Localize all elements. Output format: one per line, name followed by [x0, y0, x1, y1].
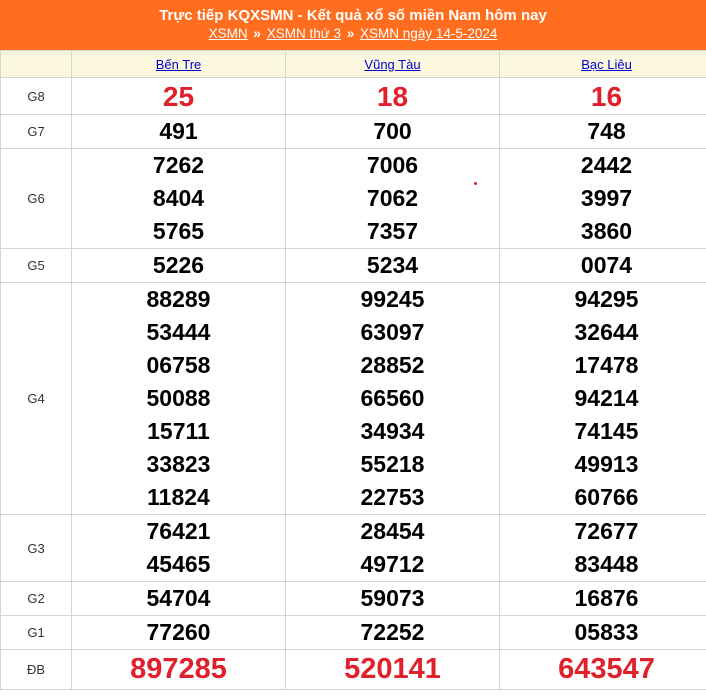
prize-cell: [286, 115, 500, 149]
prize-number: 72677: [574, 518, 639, 544]
prize-cell: [286, 582, 500, 616]
prize-cell: [500, 283, 706, 515]
prize-number: 28852: [360, 352, 425, 378]
corner-cell: [1, 51, 72, 78]
page-header: [0, 0, 706, 50]
prize-number: 7357: [366, 218, 419, 244]
prize-label: G7: [1, 115, 72, 149]
prize-cell: [500, 515, 706, 582]
prize-row: [1, 650, 706, 690]
prize-row: [1, 149, 706, 249]
prize-number: 72252: [360, 619, 425, 645]
prize-number: 77260: [146, 619, 211, 645]
prize-number: 76421: [146, 518, 211, 544]
prize-cell: [286, 650, 500, 690]
breadcrumb-xsmn-date[interactable]: XSMN ngày 14-5-2024: [360, 26, 498, 41]
prize-cell: [286, 78, 500, 115]
breadcrumb-separator: »: [346, 26, 355, 41]
prize-number: 16: [590, 80, 623, 112]
prize-number: 17478: [574, 352, 639, 378]
prize-cell: [72, 582, 286, 616]
prize-number: 3997: [580, 185, 633, 211]
prize-cell: [500, 616, 706, 650]
prize-label: ĐB: [1, 650, 72, 690]
prize-cell: [500, 249, 706, 283]
red-dot-mark: [474, 182, 477, 185]
prize-number: 3860: [580, 218, 633, 244]
prize-number: 34934: [360, 418, 425, 444]
prize-label: G6: [1, 149, 72, 249]
prize-number: 88289: [146, 286, 211, 312]
prize-label: G3: [1, 515, 72, 582]
prize-number: 28454: [360, 518, 425, 544]
prize-number: 99245: [360, 286, 425, 312]
prize-cell: [72, 249, 286, 283]
prize-number: 5765: [152, 218, 205, 244]
prize-number: 32644: [574, 319, 639, 345]
prize-cell: [286, 283, 500, 515]
prize-number: 74145: [574, 418, 639, 444]
prize-number: 897285: [130, 653, 227, 685]
prize-number: 25: [162, 80, 195, 112]
prize-cell: [500, 78, 706, 115]
page-title: Trực tiếp KQXSMN - Kết quả xổ số miền Nam hôm nay: [159, 7, 547, 24]
prize-number: 491: [159, 118, 198, 144]
prize-label: G8: [1, 78, 72, 115]
province-header: [72, 51, 286, 78]
prize-row: [1, 283, 706, 515]
prize-number: 54704: [146, 585, 211, 611]
prize-label: G4: [1, 283, 72, 515]
prize-cell: [72, 115, 286, 149]
prize-row: [1, 616, 706, 650]
prize-number: 94295: [574, 286, 639, 312]
province-header-row: [1, 51, 706, 78]
prize-number: 66560: [360, 385, 425, 411]
prize-number: 2442: [580, 152, 633, 178]
prize-number: 5226: [152, 252, 205, 278]
province-link-bac-lieu[interactable]: Bạc Liêu: [581, 56, 632, 72]
prize-cell: [286, 616, 500, 650]
prize-cell: [72, 78, 286, 115]
prize-number: 60766: [574, 484, 639, 510]
prize-number: 748: [587, 118, 626, 144]
prize-cell: [500, 115, 706, 149]
prize-cell: [72, 650, 286, 690]
prize-number: 94214: [574, 385, 639, 411]
breadcrumb-xsmn[interactable]: XSMN: [208, 26, 248, 41]
prize-number: 643547: [558, 653, 655, 685]
prize-number: 59073: [360, 585, 425, 611]
prize-cell: [500, 149, 706, 249]
prize-label: G1: [1, 616, 72, 650]
prize-row: [1, 78, 706, 115]
prize-number: 06758: [146, 352, 211, 378]
prize-label: G2: [1, 582, 72, 616]
prize-number: 63097: [360, 319, 425, 345]
prize-number: 15711: [147, 418, 210, 444]
prize-cell: [72, 515, 286, 582]
prize-number: 16876: [574, 585, 639, 611]
prize-number: 0074: [580, 252, 633, 278]
prize-row: [1, 115, 706, 149]
prize-number: 50088: [146, 385, 211, 411]
prize-row: [1, 515, 706, 582]
prize-body: [1, 78, 706, 690]
prize-row: [1, 249, 706, 283]
prize-number: 33823: [146, 451, 211, 477]
prize-cell: [72, 616, 286, 650]
prize-number: 49712: [360, 551, 425, 577]
breadcrumb-xsmn-thu-3[interactable]: XSMN thứ 3: [266, 26, 341, 41]
province-link-ben-tre[interactable]: Bến Tre: [155, 56, 202, 72]
prize-cell: [500, 650, 706, 690]
prize-cell: [72, 283, 286, 515]
results-table: [0, 50, 706, 690]
prize-number: 5234: [366, 252, 419, 278]
prize-number: 83448: [574, 551, 639, 577]
prize-number: 7262: [152, 152, 205, 178]
province-link-vung-tau[interactable]: Vũng Tàu: [364, 56, 421, 72]
prize-cell: [72, 149, 286, 249]
prize-number: 22753: [360, 484, 425, 510]
prize-number: 55218: [360, 451, 425, 477]
province-header: [500, 51, 706, 78]
prize-cell: [500, 582, 706, 616]
prize-number: 11824: [147, 484, 210, 510]
province-header: [286, 51, 500, 78]
prize-number: 49913: [574, 451, 639, 477]
prize-number: 05833: [574, 619, 639, 645]
prize-number: 45465: [146, 551, 211, 577]
prize-cell: [286, 515, 500, 582]
breadcrumb: [0, 25, 706, 43]
prize-number: 7062: [366, 185, 419, 211]
prize-number: 520141: [344, 653, 441, 685]
prize-number: 7006: [366, 152, 419, 178]
prize-cell: [286, 249, 500, 283]
breadcrumb-separator: »: [253, 26, 261, 41]
prize-number: 18: [376, 80, 409, 112]
prize-label: G5: [1, 249, 72, 283]
prize-number: 700: [373, 118, 412, 144]
prize-cell: [286, 149, 500, 249]
prize-number: 8404: [152, 185, 205, 211]
prize-number: 53444: [146, 319, 211, 345]
prize-row: [1, 582, 706, 616]
